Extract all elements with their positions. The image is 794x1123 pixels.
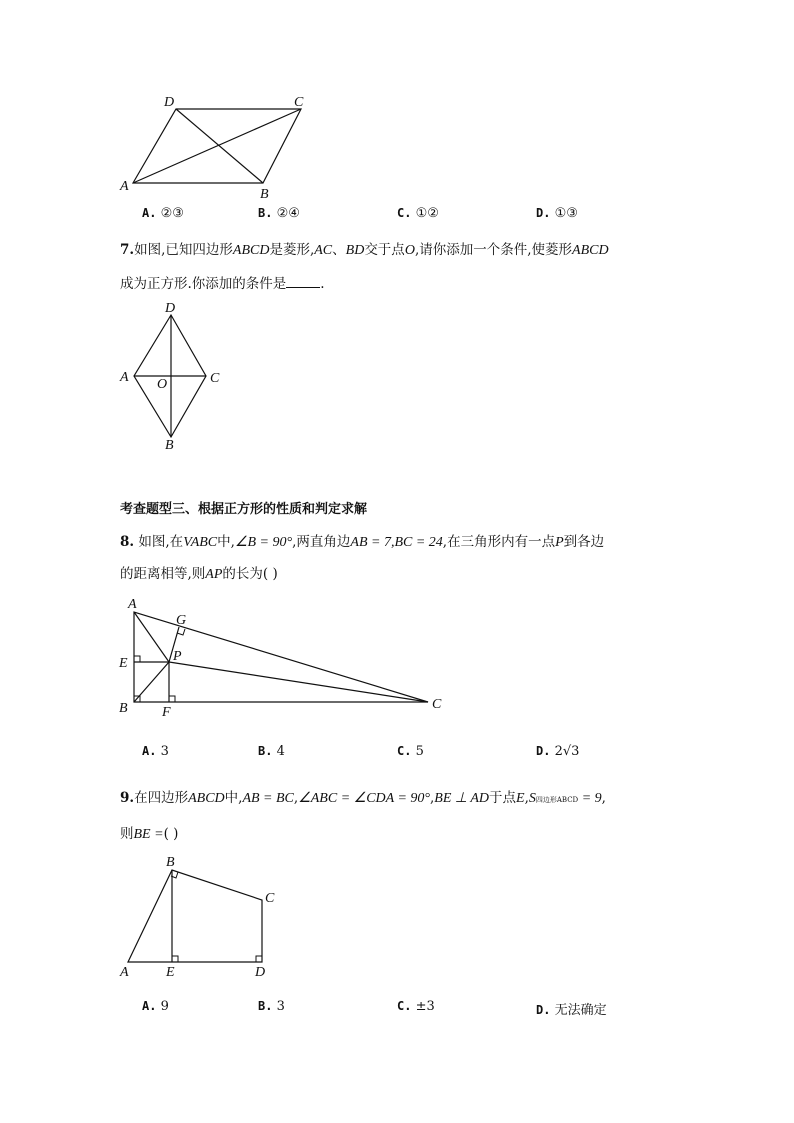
- q7-question-line-2: 成为正方形.你添加的条件是 .: [120, 276, 325, 292]
- q7-label-o: O: [157, 377, 168, 392]
- q9-label-e: E: [166, 965, 175, 980]
- q9-option-c[interactable]: C. ±3: [397, 999, 435, 1014]
- q7-label-a: A: [120, 370, 129, 385]
- q9-options: [0, 999, 794, 1021]
- q8-question-line-2: 的距离相等,则AP的长为( ): [120, 566, 278, 582]
- q9-label-a: A: [120, 965, 129, 980]
- q8-right-angle-f: [169, 696, 175, 702]
- q6-label-b: B: [260, 187, 269, 202]
- q8-triangle-figure: [110, 594, 460, 724]
- q8-question-line-1: 8. 如图,在VABC中,∠B = 90°,两直角边AB = 7,BC = 24,在三角形内有一点P到各边: [120, 534, 605, 550]
- q6-diagonal-ac: [133, 109, 301, 183]
- q7-question-line-1: 7.如图,已知四边形ABCD是菱形,AC、BD交于点O,请你添加一个条件,使菱形ABCD: [120, 242, 609, 258]
- q9-option-b[interactable]: B. 3: [258, 999, 285, 1014]
- q8-option-d[interactable]: D. 2√3: [536, 744, 580, 759]
- q9-option-d[interactable]: D. 无法确定: [536, 1003, 607, 1018]
- q7-label-c: C: [210, 371, 220, 386]
- q9-label-c: C: [265, 891, 275, 906]
- q8-label-f: F: [162, 705, 171, 720]
- q8-label-a: A: [128, 597, 137, 612]
- q6-diagonal-bd: [176, 109, 263, 183]
- section-heading: 考查题型三、根据正方形的性质和判定求解: [120, 502, 368, 517]
- q6-option-c[interactable]: C. ①②: [397, 206, 439, 221]
- q9-option-a[interactable]: A. 9: [142, 999, 169, 1014]
- q8-label-g: G: [176, 613, 187, 628]
- q7-label-b: B: [165, 438, 174, 453]
- q8-label-b: B: [119, 701, 128, 716]
- q6-label-a: A: [120, 179, 129, 194]
- q6-option-d[interactable]: D. ①③: [536, 206, 578, 221]
- q8-label-p: P: [173, 649, 182, 664]
- q8-label-c: C: [432, 697, 442, 712]
- q9-question-line-1: 9.在四边形ABCD中,AB = BC,∠ABC = ∠CDA = 90°,BE ⊥ AD于点E,S四边形ABCD = 9,: [120, 790, 606, 806]
- q9-right-angle-d: [256, 956, 262, 962]
- q9-label-d: D: [255, 965, 266, 980]
- q9-right-angle-e: [172, 956, 178, 962]
- q8-option-c[interactable]: C. 5: [397, 744, 424, 759]
- q9-quadrilateral-figure: [110, 850, 310, 985]
- q9-quadrilateral-outline: [128, 870, 262, 962]
- q7-answer-blank[interactable]: [286, 275, 320, 288]
- q9-label-b: B: [166, 855, 175, 870]
- q6-option-b[interactable]: B. ②④: [258, 206, 300, 221]
- q9-question-line-2: 则BE =( ): [120, 826, 179, 842]
- q8-option-b[interactable]: B. 4: [258, 744, 285, 759]
- q7-rhombus-figure: [110, 296, 230, 456]
- q6-parallelogram-figure: [110, 90, 330, 200]
- q6-option-a[interactable]: A. ②③: [142, 206, 184, 221]
- q8-option-a[interactable]: A. 3: [142, 744, 169, 759]
- q8-segment-ap: [134, 612, 169, 662]
- q8-segment-pc: [169, 662, 428, 702]
- q6-label-d: D: [164, 95, 175, 110]
- q6-options: [0, 206, 794, 228]
- q8-options: [0, 744, 794, 766]
- q6-label-c: C: [294, 95, 304, 110]
- q8-right-angle-e: [134, 656, 140, 662]
- q8-label-e: E: [119, 656, 128, 671]
- q7-label-d: D: [165, 301, 176, 316]
